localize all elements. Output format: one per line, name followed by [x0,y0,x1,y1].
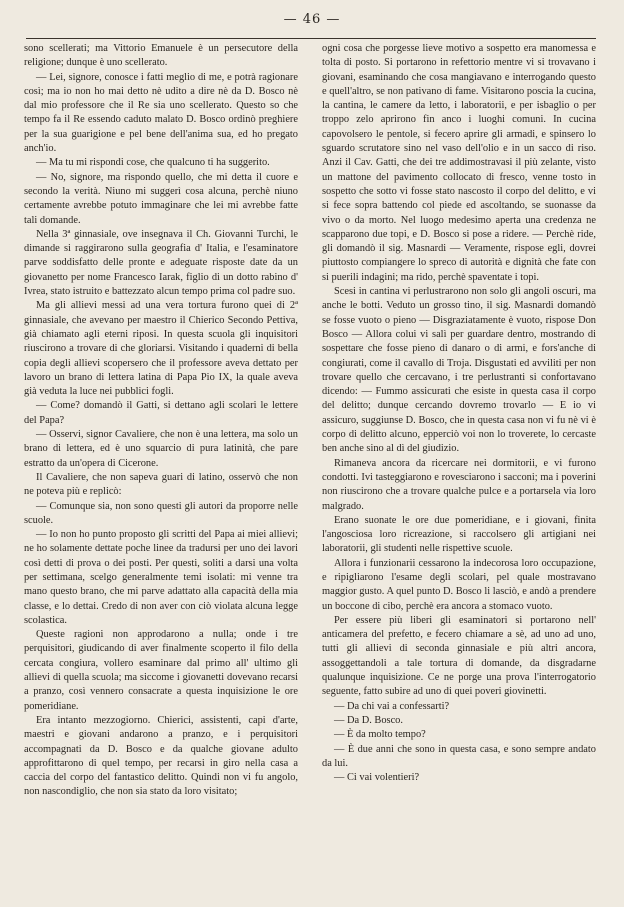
dialogue-line: — Ci vai volentieri? [334,772,420,784]
paragraph: Era intanto mezzogiorno. Chierici, assistenti, capi d'arte, maestri e giovani andarono a pranzo, e i perquisitori accompagnati da D. Bosco e da qualche giovane adulto approfittarono di quel tempo, per recarsi in giro nella casa a caccia del corpo del fantastico delitto. Quindi non vi fu angolo, non nascondiglio, che non sia stato da loro visitato; [24,714,298,798]
paragraph: Per essere più liberi gli esaminatori si portarono nell' anticamera del prefetto, e fecero chiamare a sè, ad uno ad uno, tutti gli allievi di seconda ginnasiale e più altri ancora, assoggettandoli a tale tortura di domande, da disgradarne qualunque inquisizione. Ce ne porge una prova l'interrogatorio seguente, fatto subire ad uno di quei poveri giovinetti. [322,614,596,698]
paragraph: Queste ragioni non approdarono a nulla; onde i tre perquisitori, giudicando di aver finalmente scoperto il filo della cercata congiura, vollero esaminare dal primo all' ultimo gli allievi di quella scuola; ma siccome i giovanetti dovevano recarsi a pranzo, così vennero consacrate a questa inquisizione le ore pomeridiane. [24,629,298,712]
left-column [24,42,298,800]
dialogue-line: — Da chi vai a confessarti? [334,700,450,712]
paragraph: — Lei, signore, conosce i fatti meglio di me, e potrà ragionare così; ma io non ho mai detto nè udito a dire nè da D. Bosco nè dal mio professore che il Re sia uno scellerato. Questo so che tempo fa il Re essendo caduto malato D. Bosco ordinò preghiere per la sua guarigione e pel bene dell'anima sua, ed ho pregato anch'io. [24,71,298,155]
paragraph: — Comunque sia, non sono questi gli autori da proporre nelle scuole. [24,500,298,526]
paragraph: Il Cavaliere, che non sapeva guari di latino, osservò che non ne poteva più e replicò: [24,471,298,498]
paragraph: — No, signore, ma rispondo quello, che mi detta il cuore e secondo la verità. Niuno mi suggerì cosa alcuna, perchè niuno certamente avrebbe potuto immaginare che lei mi avrebbe fatte tali domande. [24,171,298,226]
paragraph: — Ma tu mi rispondi cose, che qualcuno ti ha suggerito. [36,157,270,169]
paragraph: Nella 3ª ginnasiale, ove insegnava il Ch. Giovanni Turchi, le dimande si raggirarono sulla geografia d' Italia, e l'esaminatore parve soddisfatto delle pronte e adeguate risposte date da un giovanetto per nome Francesco Iarak, figlio di un dotto rabino d' Ivrea, stato istruito e battezzato alcun tempo prima col padre suo. [24,228,298,298]
dialogue-line: — È due anni che sono in questa casa, e sono sempre andato da lui. [322,743,596,769]
dialogue-line: — Da D. Bosco. [334,714,403,726]
paragraph: Allora i funzionarii cessarono la indecorosa loro occupazione, e ripigliarono l'esame degli scolari, pel quale mostravano maggior gusto. A quel punto D. Bosco li lasciò, e andò a prendere un boccone di cibo, perchè era ancora a stomaco vuoto. [322,557,596,612]
paragraph: — Come? domandò il Gatti, si dettano agli scolari le lettere del Papa? [24,400,298,426]
paragraph: ogni cosa che porgesse lieve motivo a sospetto era manomessa e tolta di posto. Si portarono in refettorio mentre vi si trovavano i giovani, esaminando che cosa mangiavano e interrogando questo e quell'altro, se non pativano di fame. Visitarono poscia la cucina, la cantina, le camere da letto, i laboratorii, e per isbaglio o per troppo zelo aprirono fin anco i luoghi comuni. In cucina capovolsero le pentole, si fecero aprire gli armadi, e spinsero lo sguardo scrutatore sino nel vaso dell'olio e in un sacco di riso. Anzi il Cav. Gatti, che dei tre addimostravasi il più zelante, visto un mattone del pavimento collocato di fresco, venne tosto in sospetto che sotto vi fosse stato nascosto il corpo del delitto, e vi si fece sopra battendo col piede ed ascoltando, se suonasse da vivo o da morto. Nel luogo medesimo aperta una credenza ne scapparono due topi, e D. Bosco si pose a ridere. — Perchè ride, gli domandò il sig. Masnardi — Veramente, rispose egli, dovrei piuttosto compiangere lo spreco di autorità e dignità che fate con si puerili indagini; ma rido, perchè spaventate i topi. [322,43,596,283]
dialogue-line: — È da molto tempo? [334,729,426,741]
header-rule [26,38,596,39]
paragraph: — Io non ho punto proposto gli scritti del Papa ai miei allievi; ne ho solamente dettate poche linee da tradursi per uno dei lavori così detti di prova o dei posti. Per questi, soliti a darsi una volta per settimana, scelgo generalmente temi isolati: mi venne tra mano questo brano, che mi parve adattato alla capacità della mia classe, e lo dettai. Credo di non aver con ciò violata alcuna legge scolastica. [24,529,298,626]
paragraph: Ma gli allievi messi ad una vera tortura furono quei di 2ª ginnasiale, che avevano per maestro il Chierico Secondo Pettiva, già chiamato agli eterni riposi. In questa scuola gli inquisitori riuscirono a trovare di che gloriarsi. Visitando i quaderni di bella copia degli allievi scopersero che il professore aveva dettato per lavoro un brano di lettera latina di Papa Pio IX, la quale aveva già veduta la luce nei pubblici fogli. [24,300,298,398]
paragraph: Erano suonate le ore due pomeridiane, e i giovani, finita l'angosciosa loro ricreazione, si raccolsero gli artigiani nei laboratorii, gli studenti nelle rispettive scuole. [322,514,596,555]
paragraph: Rimaneva ancora da ricercare nei dormitorii, e vi furono condotti. Ivi tasteggiarono e rovesciarono i sacconi; ma i poverini non riuscirono che a trovare qualche pulce e a portarsela via loro malgrado. [322,457,596,512]
page-number: — 46 — [283,12,341,27]
paragraph: Scesi in cantina vi perlustrarono non solo gli angoli oscuri, ma anche le botti. Veduto un grosso tino, il sig. Masnardi domandò se fosse vuoto o pieno — Disgraziatamente è vuoto, rispose Don Bosco — Allora colui vi salì per guardare dentro, mostrando di sospettare che fosse pieno di danaro o di armi, e fors'anche di congiurati, come il cavallo di Troja. Disgustati ed avviliti per non trovare quello che cercavano, i tre perlustranti si confortavano dicendo: — Fummo assicurati che esiste in questa casa il corpo del delitto; dunque cercando dovremo trovarlo — E io vi assicuro, suggiunse D. Bosco, che in questa casa non vi fu nè vi è corpo di delitto alcuno, epperciò voi non lo troverete, lo cercaste ben anche sino al dì del giudizio. [322,286,596,455]
paragraph: sono scellerati; ma Vittorio Emanuele è un persecutore della religione; dunque è uno scellerato. [24,43,298,69]
paragraph: — Osservi, signor Cavaliere, che non è una lettera, ma solo un brano di lettera, ed è uno squarcio di pura latinità, che pare estratto da un'opera di Cicerone. [24,429,298,469]
right-column [322,42,596,785]
